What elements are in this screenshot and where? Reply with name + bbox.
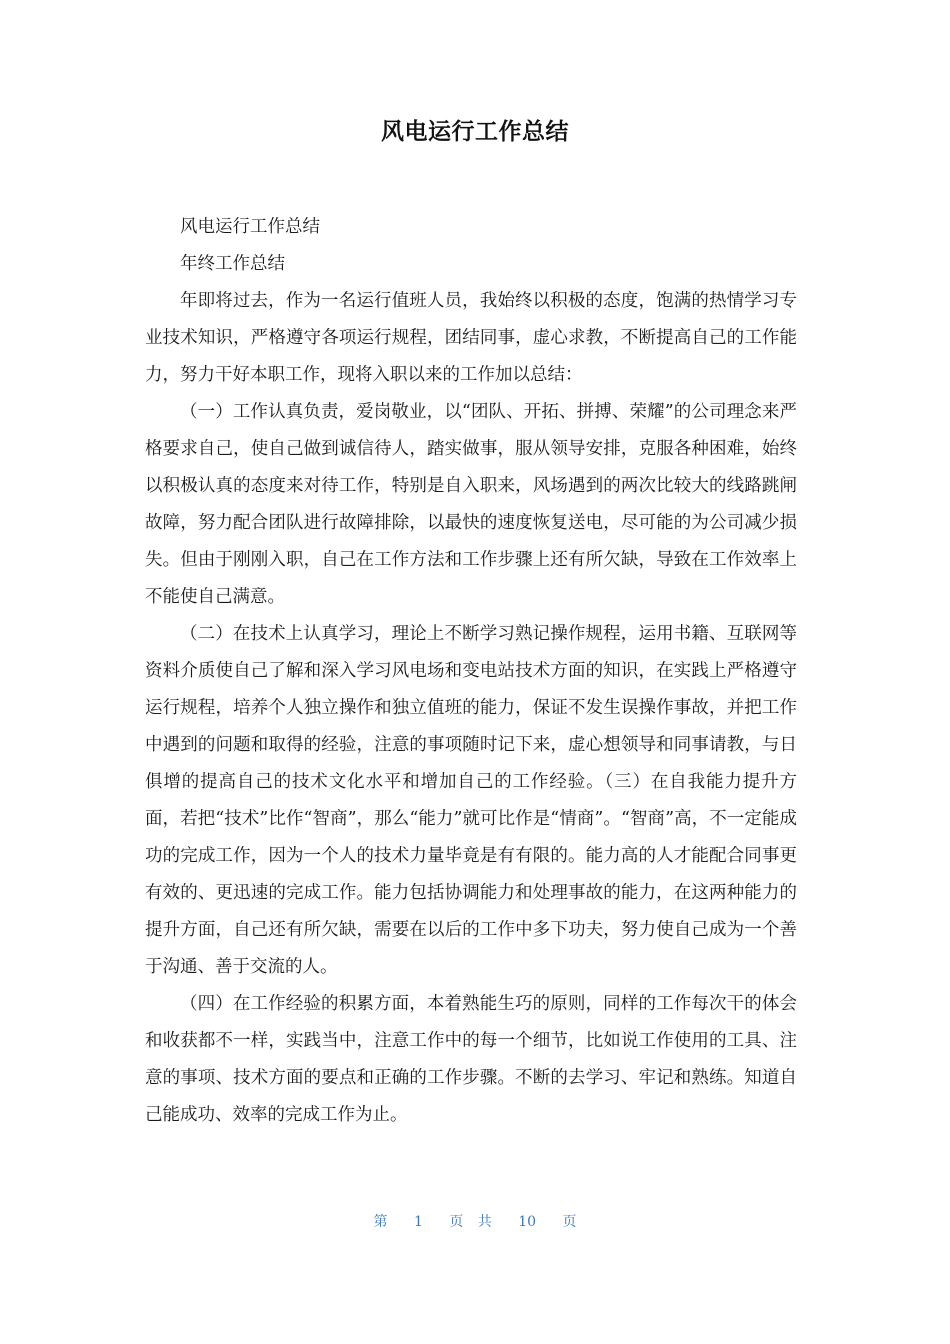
- paragraph: 风电运行工作总结: [180, 217, 320, 237]
- page-label-suffix: 页: [562, 1214, 577, 1230]
- paragraph: （四）在工作经验的积累方面，本着熟能生巧的原则，同样的工作每次干的体会和收获都不一样，实践当中，注意工作中的每一个细节，比如说工作使用的工具、注意的事项、技术方面的要点和正确的工作步骤。不断的去学习、牢记和熟练。知道自己能成功、效率的完成工作为止。: [145, 994, 797, 1125]
- paragraph: 年终工作总结: [180, 254, 285, 274]
- page-footer: [0, 1211, 950, 1231]
- document-body: [145, 209, 797, 1134]
- paragraph: （二）在技术上认真学习，理论上不断学习熟记操作规程，运用书籍、互联网等资料介质使自己了解和深入学习风电场和变电站技术方面的知识，在实践上严格遵守运行规程，培养个人独立操作和独立值班的能力，保证不发生误操作事故，并把工作中遇到的问题和取得的经验，注意的事项随时记下来，虚心想领导和同事请教，与日俱增的提高自己的技术文化水平和增加自己的工作经验。（三）在自我能力提升方面，若把“技术”比作“智商”，那么“能力”就可比作是“情商”。“智商”高，不一定能成功的完成工作，因为一个人的技术力量毕竟是有有限的。能力高的人才能配合同事更有效的、更迅速的完成工作。能力包括协调能力和处理事故的能力，在这两种能力的提升方面，自己还有所欠缺，需要在以后的工作中多下功夫，努力使自己成为一个善于沟通、善于交流的人。: [145, 624, 797, 977]
- paragraph: 年即将过去，作为一名运行值班人员，我始终以积极的态度，饱满的热情学习专业技术知识，严格遵守各项运行规程，团结同事，虚心求教，不断提高自己的工作能力，努力干好本职工作，现将入职以来的工作加以总结：: [145, 291, 797, 385]
- page-label-prefix: 第: [373, 1214, 388, 1230]
- total-pages: 10: [518, 1214, 537, 1230]
- page-label-mid: 页 共: [449, 1214, 492, 1230]
- paragraph: （一）工作认真负责，爱岗敬业，以“团队、开拓、拼搏、荣耀”的公司理念来严格要求自己，使自己做到诚信待人，踏实做事，服从领导安排，克服各种困难，始终以积极认真的态度来对待工作，特别是自入职来，风场遇到的两次比较大的线路跳闸故障，努力配合团队进行故障排除，以最快的速度恢复送电，尽可能的为公司减少损失。但由于刚刚入职，自己在工作方法和工作步骤上还有所欠缺，导致在工作效率上不能使自己满意。: [145, 402, 797, 607]
- page-number: 1: [413, 1214, 423, 1230]
- document-title: 风电运行工作总结: [381, 119, 569, 145]
